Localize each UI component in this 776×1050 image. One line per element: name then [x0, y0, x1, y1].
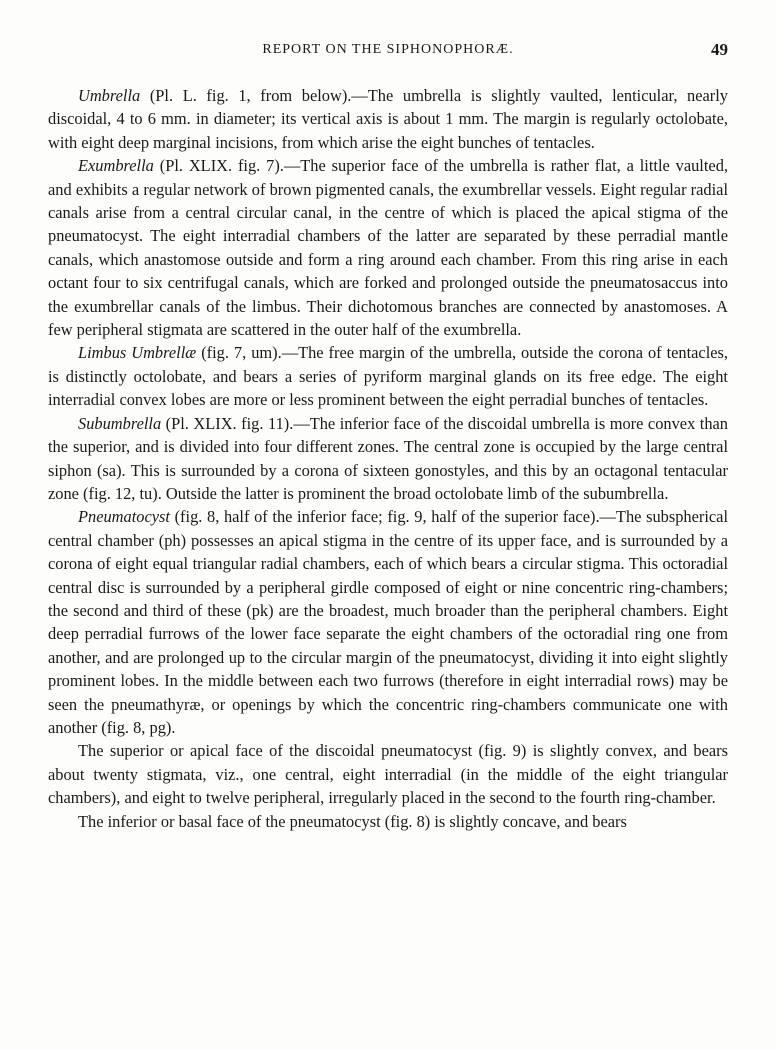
paragraph-heading: Exumbrella	[78, 156, 154, 176]
page-number: 49	[711, 40, 728, 59]
paragraph-umbrella	[48, 84, 728, 154]
running-title: REPORT ON THE SIPHONOPHORÆ.	[262, 42, 514, 57]
paragraph-text: (fig. 8, half of the inferior face; fig. 9, half of the superior face).—The subspherical central chamber (ph) possesses an apical stigma in the centre of its upper face, and is surrounded by a corona of eight equal triangular radial chambers, each of which bears a circular stigma. This octoradial central disc is surrounded by a peripheral girdle composed of eight or nine concentric ring-chambers; the second and third of these (pk) are the broadest, much broader than the peripheral chambers. Eight deep perradial furrows of the lower face separate the eight chambers of the octoradial ring one from another, and are prolonged up to the circular margin of the pneumatocyst, dividing it into eight slightly prominent lobes. In the middle between each two furrows (therefore in eight interradial rows) may be seen the pneumathyræ, or openings by which the concentric ring-chambers communicate one with another (fig. 8, pg).	[48, 507, 728, 737]
paragraph-text: (Pl. XLIX. fig. 7).—The superior face of the umbrella is rather flat, a little vaulted, and exhibits a regular network of brown pigmented canals, the exumbrellar vessels. Eight regular radial canals arise from a central circular canal, in the centre of which is placed the apical stigma of the pneumatocyst. The eight interradial chambers of the latter are separated by these perradial mantle canals, which anastomose outside and form a ring around each chamber. From this ring arise in each octant four to six centrifugal canals, which are forked and prolonged outside the pneumatosaccus into the exumbrellar canals of the limbus. Their dichotomous branches are connected by anastomoses. A few peripheral stigmata are scattered in the outer half of the exumbrella.	[48, 156, 728, 340]
paragraph-heading: Pneumatocyst	[78, 507, 170, 527]
paragraph-text: (fig. 7, um).—The free margin of the umbrella, outside the corona of tentacles, is distinctly octolobate, and bears a series of pyriform marginal glands on its free edge. The eight interradial convex lobes are more or less prominent between the eight perradial bunches of tentacles.	[48, 343, 729, 410]
body-text	[48, 84, 728, 833]
paragraph-text: The inferior or basal face of the pneumatocyst (fig. 8) is slightly concave, and bears	[78, 811, 627, 831]
paragraph-text: The superior or apical face of the discoidal pneumatocyst (fig. 9) is slightly convex, and bears about twenty stigmata, viz., one central, eight interradial (in the middle of the eight triangular chambers), and eight to twelve peripheral, irregularly placed in the second to the fourth ring-chamber.	[48, 741, 728, 808]
paragraph-heading: Subumbrella	[78, 413, 162, 433]
paragraph-pneumatocyst	[48, 505, 728, 739]
paragraph-text: (Pl. L. fig. 1, from below).—The umbrella is slightly vaulted, lenticular, nearly discoidal, 4 to 6 mm. in diameter; its vertical axis is about 1 mm. The margin is regularly octolobate, with eight deep marginal incisions, from which arise the eight bunches of tentacles.	[48, 86, 728, 152]
paragraph-inferior-face	[48, 810, 728, 833]
paragraph-subumbrella	[48, 412, 728, 506]
paragraph-exumbrella	[48, 154, 728, 341]
paragraph-superior-face	[48, 739, 728, 809]
paragraph-text: (Pl. XLIX. fig. 11).—The inferior face of the discoidal umbrella is more convex than the superior, and is divided into four different zones. The central zone is occupied by the large central siphon (sa). This is surrounded by a corona of sixteen gonostyles, and this by an octagonal tentacular zone (fig. 12, tu). Outside the latter is prominent the broad octolobate limb of the subumbrella.	[48, 413, 728, 503]
paragraph-heading: Umbrella	[78, 86, 141, 105]
paragraph-heading: Limbus Umbrellæ	[78, 343, 197, 363]
paragraph-limbus	[48, 341, 728, 411]
